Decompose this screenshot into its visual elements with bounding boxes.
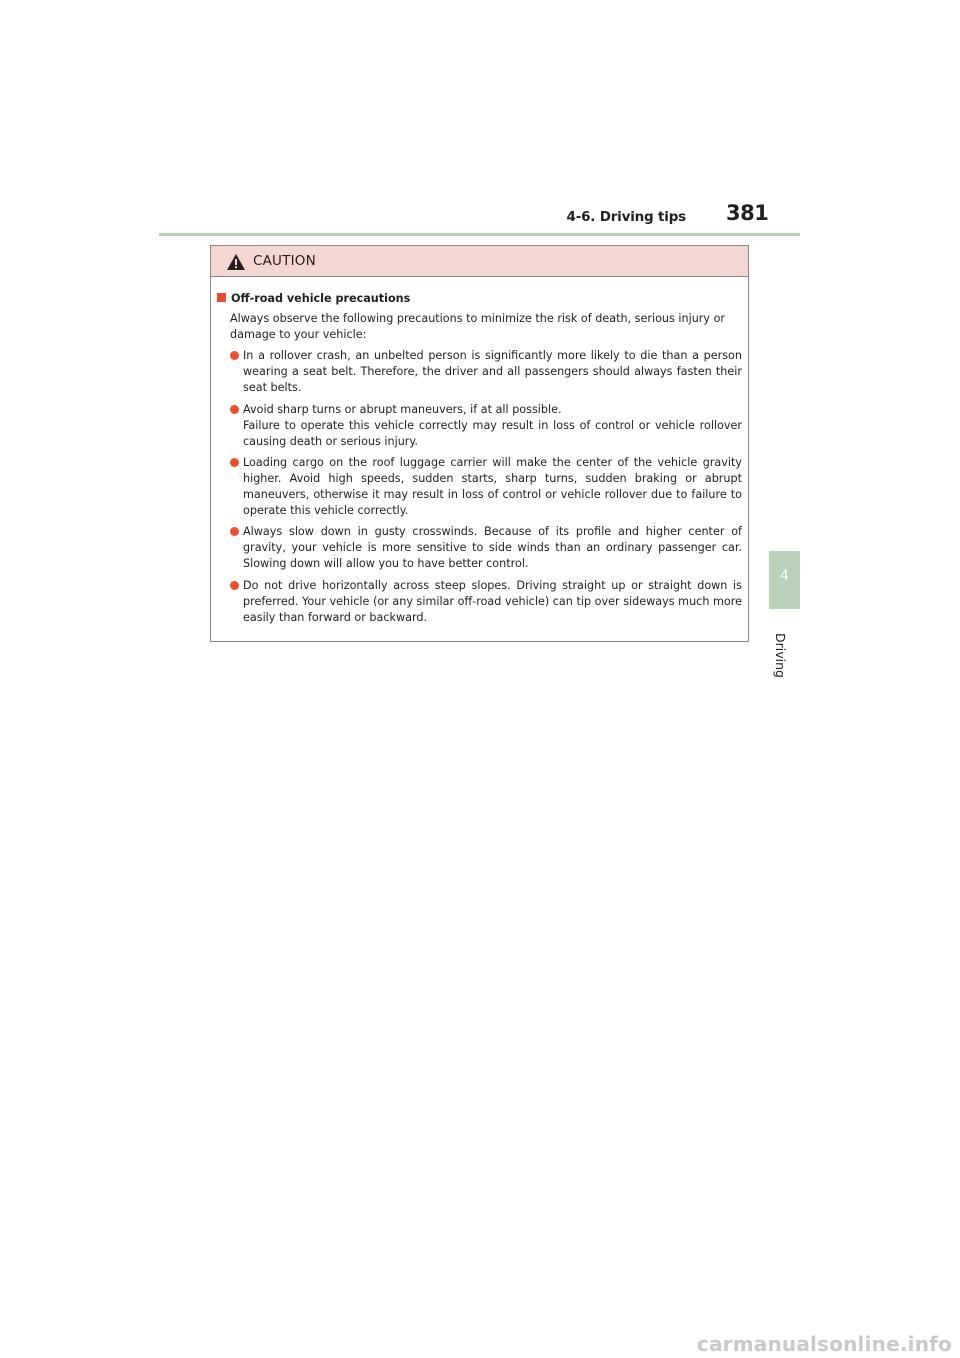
round-bullet-icon [230, 405, 239, 414]
round-bullet-icon [230, 527, 239, 536]
list-item-text-continued: Failure to operate this vehicle correctly may result in loss of control or vehicle rollover causing death or serious injury. [243, 418, 742, 448]
watermark: carmanualsonline.info [696, 1332, 952, 1356]
page-number: 381 [726, 201, 769, 225]
header-rule [159, 233, 800, 236]
list-item [217, 348, 742, 396]
caution-label: CAUTION [253, 253, 316, 269]
round-bullet-icon [230, 458, 239, 467]
caution-box [210, 245, 749, 642]
section-heading-text: Off-road vehicle precautions [231, 292, 411, 305]
chapter-number: 4 [780, 568, 789, 584]
round-bullet-icon [230, 351, 239, 360]
chapter-label-text: Driving [772, 632, 788, 678]
chapter-tab[interactable] [769, 551, 800, 609]
list-item [217, 402, 742, 450]
list-item [217, 455, 742, 519]
intro-text: Always observe the following precautions to minimize the risk of death, serious injury or damage to your vehicle: [230, 312, 726, 342]
round-bullet-icon [230, 581, 239, 590]
precaution-list [217, 348, 742, 626]
list-item [217, 524, 742, 572]
list-item-text: Avoid sharp turns or abrupt maneuvers, if at all possible. [243, 402, 562, 416]
square-bullet-icon [217, 293, 226, 302]
list-item-text: Do not drive horizontally across steep slopes. Driving straight up or straight down is preferred. Your vehicle (or any similar off-road vehicle) can tip over sideways much more easily than forward or backward. [243, 578, 742, 624]
list-item-text: Always slow down in gusty crosswinds. Because of its profile and higher center of gravity, your vehicle is more sensitive to side winds than an ordinary passenger car. Slowing down will allow you to have better control. [243, 525, 742, 571]
warning-triangle-icon [226, 253, 246, 271]
section-heading [217, 291, 742, 307]
chapter-label [760, 632, 800, 678]
caution-header [211, 246, 748, 277]
list-item-text: Loading cargo on the roof luggage carrier will make the center of the vehicle gravity higher. Avoid high speeds, sudden starts, sharp turns, sudden braking or abrupt maneuvers, otherwise it may result in loss of control or vehicle rollover due to failure to operate this vehicle correctly. [243, 455, 742, 518]
list-item-text: In a rollover crash, an unbelted person is significantly more likely to die than a person wearing a seat belt. Therefore, the driver and all passengers should always fasten their seat belts. [243, 349, 742, 395]
list-item [217, 578, 742, 626]
section-title: 4-6. Driving tips [566, 209, 686, 225]
caution-body [211, 277, 748, 626]
